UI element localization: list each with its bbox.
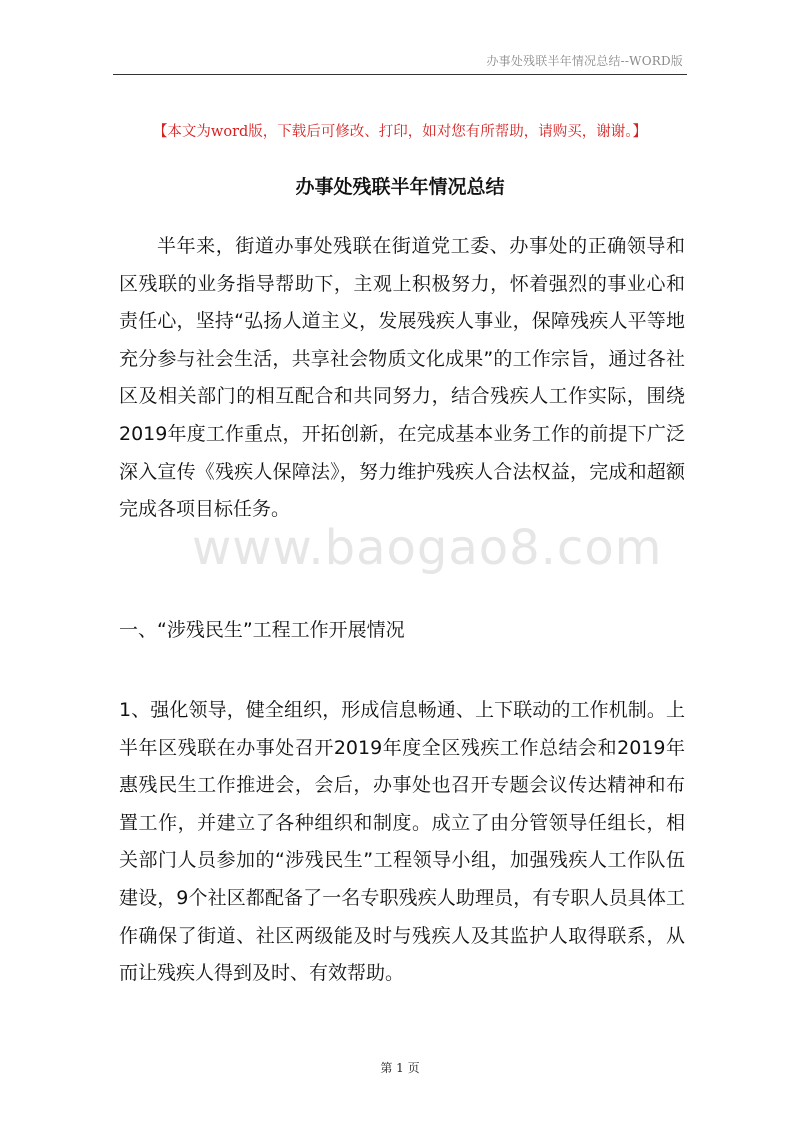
running-header: 办事处残联半年情况总结--WORD版 xyxy=(486,54,683,68)
document-title: 办事处残联半年情况总结 xyxy=(295,176,505,198)
body-paragraph-1: 半年来，街道办事处残联在街道党工委、办事处的正确领导和区残联的业务指导帮助下，主观上积极努力，怀着强烈的事业心和责任心，坚持“弘扬人道主义，发展残疾人事业，保障残疾人平等地充分参与社会生活，共享社会物质文化成果”的工作宗旨，通过各社区及相关部门的相互配合和共同努力，结合残疾人工作实际，围绕 2019年度工作重点，开拓创新，在完成基本业务工作的前提下广泛深入宣传《残疾人保障法》，努力维护残疾人合法权益，完成和超额完成各项目标任务。 xyxy=(119,235,685,521)
page-number: 第 1 页 xyxy=(380,1061,420,1075)
purchase-notice: 【本文为word版，下载后可修改、打印，如对您有所帮助，请购买，谢谢。】 xyxy=(152,124,648,140)
body-paragraph-2: 1、强化领导，健全组织，形成信息畅通、上下联动的工作机制。上半年区残联在办事处召开2019年度全区残疾工作总结会和2019年惠残民生工作推进会，会后，办事处也召开专题会议传达精神和布置工作，并建立了各种组织和制度。成立了由分管领导任组长，相关部门人员参加的“涉残民生”工程领导小组，加强残疾人工作队伍建设，9个社区都配备了一名专职残疾人助理员，有专职人员具体工作确保了街道、社区两级能及时与残疾人及其监护人取得联系，从而让残疾人得到及时、有效帮助。 xyxy=(119,699,685,985)
header-divider xyxy=(113,74,687,75)
watermark: www.baogao8.com xyxy=(192,520,663,576)
section-heading-1: 一、“涉残民生”工程工作开展情况 xyxy=(119,619,405,641)
